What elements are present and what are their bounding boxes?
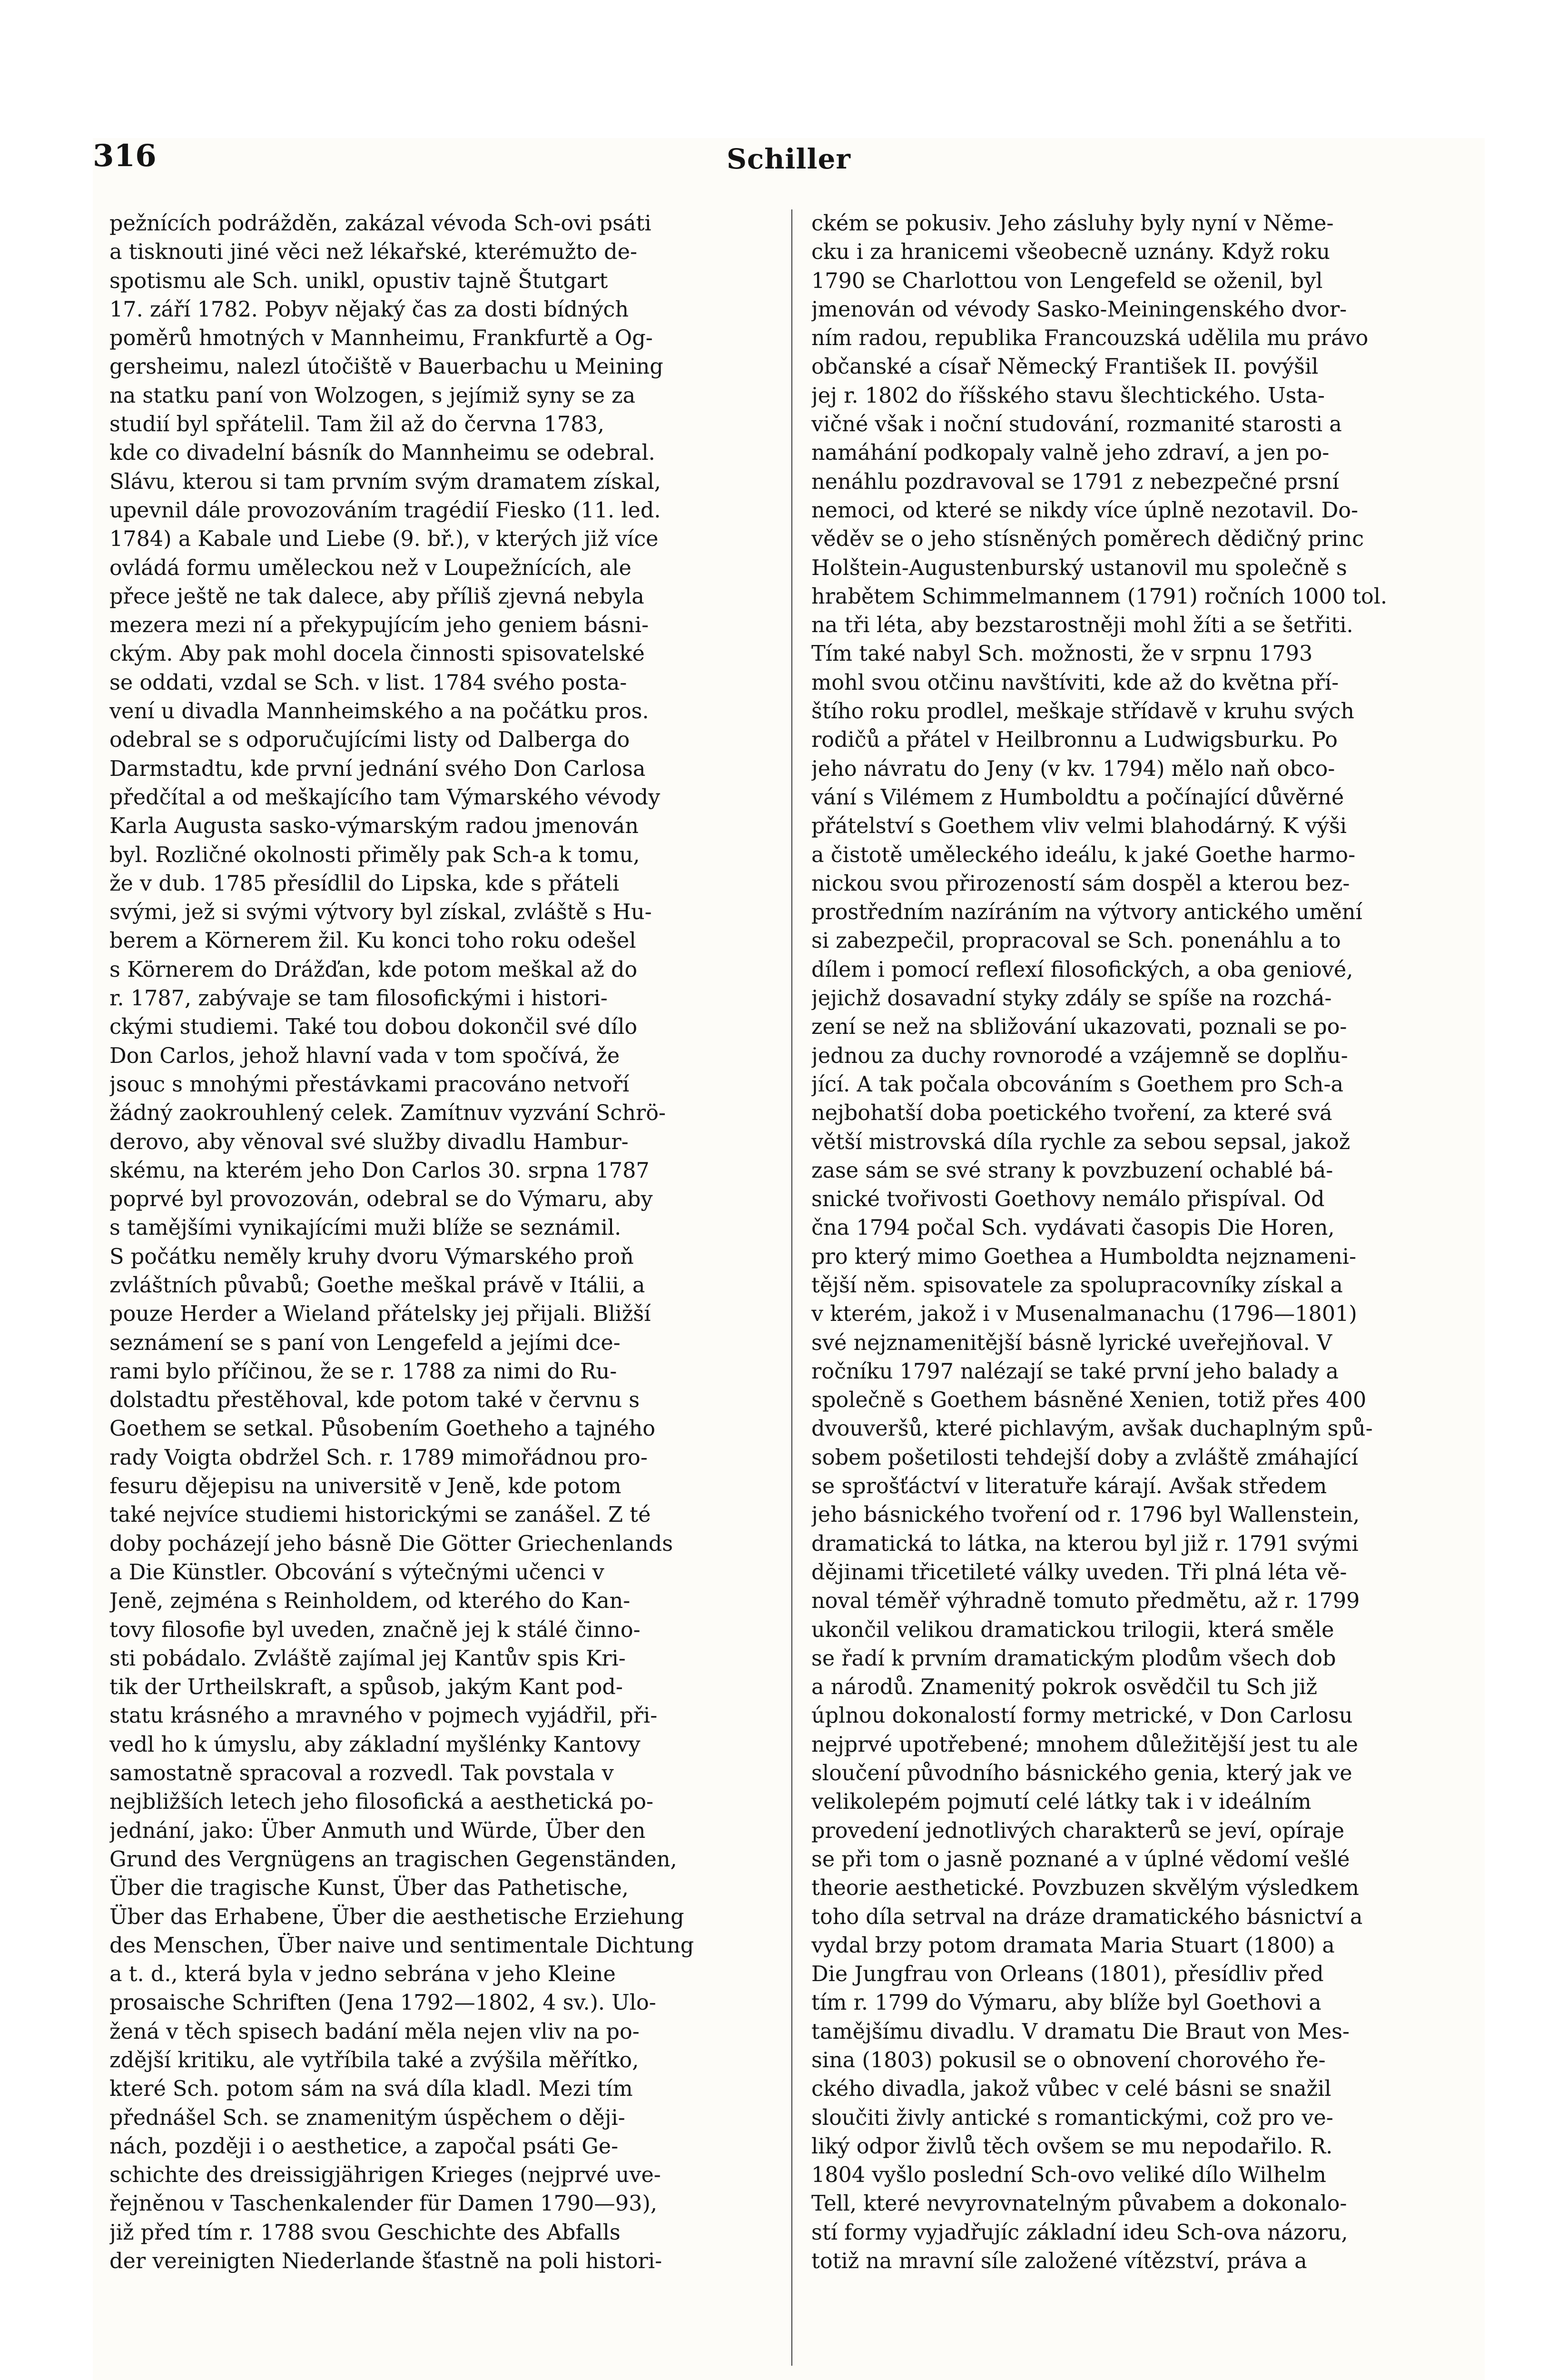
text-line: vičné však i noční studování, rozmanité starosti a	[811, 412, 1342, 437]
text-line: cku i za hranicemi všeobecně uznány. Když roku	[811, 240, 1330, 265]
text-line: rodičů a přátel v Heilbronnu a Ludwigsburku. Po	[811, 728, 1338, 753]
text-line: Slávu, kterou si tam prvním svým dramatem získal,	[109, 469, 661, 494]
text-line: s Körnerem do Drážďan, kde potom meškal až do	[109, 957, 638, 982]
text-line: derovo, aby věnoval své služby divadlu Hambur-	[109, 1130, 629, 1154]
text-line: tější něm. spisovatele za spolupracovníky získal a	[811, 1273, 1343, 1298]
text-line: větší mistrovská díla rychle za sebou sepsal, jakož	[811, 1130, 1351, 1154]
text-line: přednášel Sch. se znamenitým úspěchem o ději-	[109, 2105, 625, 2130]
text-line: snické tvořivosti Goethovy nemálo přispíval. Od	[811, 1187, 1325, 1212]
text-line: jednou za duchy rovnorodé a vzájemně se doplňu-	[811, 1043, 1348, 1068]
text-line: úplnou dokonalostí formy metrické, v Don Carlosu	[811, 1704, 1353, 1728]
text-line: jeho návratu do Jeny (v kv. 1794) mělo naň obco-	[811, 756, 1335, 781]
text-line: v kterém, jakož i v Musenalmanachu (1796—1801)	[811, 1302, 1357, 1327]
text-line: vání s Vilémem z Humboldtu a počínající důvěrné	[811, 785, 1344, 810]
text-line: stí formy vyjadřujíc základní ideu Sch-ova názoru,	[811, 2220, 1348, 2245]
text-line: 17. září 1782. Pobyv nějaký čas za dosti bídných	[109, 297, 629, 322]
page-number: 316	[93, 138, 157, 174]
text-line: zase sám se své strany k povzbuzení ochablé bá-	[811, 1158, 1333, 1183]
text-line: berem a Körnerem žil. Ku konci toho roku odešel	[109, 929, 636, 953]
text-line: upevnil dále provozováním tragédií Fiesko (11. led.	[109, 498, 661, 523]
text-line: dramatická to látka, na kterou byl již r. 1791 svými	[811, 1531, 1359, 1556]
text-line: a čistotě uměleckého ideálu, k jaké Goethe harmo-	[811, 843, 1356, 867]
text-line: provedení jednotlivých charakterů se jeví, opíraje	[811, 1818, 1345, 1843]
text-line: totiž na mravní síle založené vítězství, práva a	[811, 2249, 1307, 2274]
text-line: noval téměř výhradně tomuto předmětu, až r. 1799	[811, 1589, 1360, 1614]
text-line: předčítal a od meškajícího tam Výmarského vévody	[109, 785, 661, 810]
text-line: toho díla setrval na dráze dramatického básnictví a	[811, 1904, 1363, 1929]
text-line: doby pocházejí jeho básně Die Götter Griechenlands	[109, 1531, 673, 1556]
text-line: prosaische Schriften (Jena 1792—1802, 4 sv.). Ulo-	[109, 1991, 656, 2015]
page-header	[93, 138, 1485, 200]
text-line: dílem i pomocí reflexí filosofických, a oba geniové,	[811, 957, 1353, 982]
text-line: si zabezpečil, propracoval se Sch. ponenáhlu a to	[811, 929, 1341, 953]
text-line: Tím také nabyl Sch. možnosti, že v srpnu 1793	[811, 642, 1313, 666]
text-line: také nejvíce studiemi historickými se zanášel. Z té	[109, 1503, 651, 1527]
text-line: vení u divadla Mannheimského a na počátku pros.	[109, 699, 649, 724]
text-line: jsouc s mnohými přestávkami pracováno netvoří	[109, 1072, 630, 1097]
text-line: sti pobádalo. Zvláště zajímal jej Kantův spis Kri-	[109, 1646, 626, 1671]
text-line: nemoci, od které se nikdy více úplně nezotavil. Do-	[811, 498, 1359, 523]
text-line: na statku paní von Wolzogen, s jejímiž syny se za	[109, 383, 636, 408]
text-line: přece ještě ne tak dalece, aby příliš zjevná nebyla	[109, 584, 644, 609]
text-line: seznámení se s paní von Lengefeld a jejími dce-	[109, 1330, 621, 1355]
text-line: mezera mezi ní a překypujícím jeho geniem básni-	[109, 613, 649, 638]
text-line: schichte des dreissigjährigen Krieges (nejprvé uve-	[109, 2163, 661, 2188]
text-line: tovy filosofie byl uveden, značně jej k stálé činno-	[109, 1617, 641, 1642]
text-line: nejbohatší doba poetického tvoření, za které svá	[811, 1101, 1332, 1126]
text-line: ním radou, republika Francouzská udělila mu právo	[811, 326, 1369, 351]
text-line: své nejznamenitější básně lyrické uveřejňoval. V	[811, 1330, 1332, 1355]
text-line: zdější kritiku, ale vytříbila také a zvýšila měřítko,	[109, 2048, 639, 2073]
text-line: společně s Goethem básněné Xenien, totiž přes 400	[811, 1388, 1367, 1413]
text-line: tamějšímu divadlu. V dramatu Die Braut von Mes-	[811, 2019, 1350, 2044]
text-line: skému, na kterém jeho Don Carlos 30. srpna 1787	[109, 1158, 650, 1183]
text-line: jeho básnického tvoření od r. 1796 byl Wallenstein,	[811, 1503, 1360, 1527]
text-line: Grund des Vergnügens an tragischen Gegenständen,	[109, 1847, 677, 1872]
text-line: nickou svou přirozeností sám dospěl a kterou bez-	[811, 871, 1350, 896]
text-line: studií byl spřátelil. Tam žil až do června 1783,	[109, 412, 604, 437]
text-line: sloučení původního básnického genia, který jak ve	[811, 1761, 1352, 1786]
text-line: štího roku prodlel, meškaje střídavě v kruhu svých	[811, 699, 1354, 724]
text-line: Don Carlos, jehož hlavní vada v tom spočívá, že	[109, 1043, 620, 1068]
text-line: svými, jež si svými výtvory byl získal, zvláště s Hu-	[109, 900, 652, 925]
text-line: ckými studiemi. Také tou dobou dokončil své dílo	[109, 1015, 638, 1040]
text-line: zvláštních půvabů; Goethe meškal právě v Itálii, a	[109, 1273, 645, 1298]
text-line: byl. Rozličné okolnosti přiměly pak Sch-a k tomu,	[109, 843, 640, 867]
text-line: namáhání podkopaly valně jeho zdraví, a jen po-	[811, 441, 1330, 466]
text-line: poměrů hmotných v Mannheimu, Frankfurtě a Og-	[109, 326, 653, 351]
text-line: rady Voigta obdržel Sch. r. 1789 mimořádnou pro-	[109, 1445, 648, 1470]
text-line: vydal brzy potom dramata Maria Stuart (1800) a	[811, 1933, 1335, 1958]
text-line: tik der Urtheilskraft, a spůsob, jakým Kant pod-	[109, 1675, 623, 1700]
text-line: 1804 vyšlo poslední Sch-ovo veliké dílo Wilhelm	[811, 2163, 1326, 2188]
right-column	[811, 209, 1480, 2276]
book-page	[93, 138, 1485, 2380]
text-line: a národů. Znamenitý pokrok osvědčil tu Sch již	[811, 1675, 1317, 1700]
text-line: theorie aesthetické. Povzbuzen skvělým výsledkem	[811, 1876, 1359, 1901]
text-line: nejprvé upotřebené; mnohem důležitější jest tu ale	[811, 1732, 1358, 1757]
text-line: čna 1794 počal Sch. vydávati časopis Die Horen,	[811, 1216, 1335, 1240]
text-line: velikolepém pojmutí celé látky tak i v ideálním	[811, 1790, 1311, 1815]
text-line: ovládá formu uměleckou než v Loupežnících, ale	[109, 555, 631, 580]
text-line: se sprošťáctví v literatuře kárají. Avšak středem	[811, 1474, 1327, 1499]
text-line: Holštein-Augustenburský ustanovil mu společně s	[811, 555, 1347, 580]
text-line: Goethem se setkal. Působením Goetheho a tajného	[109, 1417, 656, 1441]
text-line: hrabětem Schimmelmannem (1791) ročních 1000 tol.	[811, 584, 1387, 609]
text-line: a tisknouti jiné věci než lékařské, kterémužto de-	[109, 240, 638, 265]
text-line: des Menschen, Über naive und sentimentale Dichtung	[109, 1933, 694, 1958]
text-line: na tři léta, aby bezstarostněji mohl žíti a se šetřiti.	[811, 613, 1353, 638]
text-line: vedl ho k úmyslu, aby základní myšlénky Kantovy	[109, 1732, 641, 1757]
text-line: občanské a císař Německý František II. povýšil	[811, 355, 1319, 379]
text-line: tím r. 1799 do Výmaru, aby blíže byl Goethovi a	[811, 1991, 1321, 2015]
text-line: ckém se pokusiv. Jeho zásluhy byly nyní v Něme-	[811, 211, 1334, 236]
text-line: 1784) a Kabale und Liebe (9. bř.), v kterých již více	[109, 527, 659, 552]
text-line: r. 1787, zabývaje se tam filosofickými i histori-	[109, 986, 608, 1011]
text-line: prostředním nazíráním na výtvory antického umění	[811, 900, 1362, 925]
text-line: dolstadtu přestěhoval, kde potom také v červnu s	[109, 1388, 640, 1413]
text-line: Darmstadtu, kde první jednání svého Don Carlosa	[109, 756, 646, 781]
running-title: Schiller	[727, 143, 851, 175]
text-line: a t. d., která byla v jedno sebrána v jeho Kleine	[109, 1962, 616, 1987]
text-line: der vereinigten Niederlande šťastně na poli histori-	[109, 2249, 662, 2274]
left-column	[109, 209, 778, 2276]
text-line: nách, později i o aesthetice, a započal psáti Ge-	[109, 2134, 619, 2159]
text-line: sloučiti živly antické s romantickými, což pro ve-	[811, 2105, 1333, 2130]
text-line: spotismu ale Sch. unikl, opustiv tajně Štutgart	[109, 268, 608, 293]
text-line: se při tom o jasně poznané a v úplné vědomí vešlé	[811, 1847, 1350, 1872]
text-line: gersheimu, nalezl útočiště v Bauerbachu u Meining	[109, 355, 663, 379]
text-line: Über die tragische Kunst, Über das Pathetische,	[109, 1876, 629, 1901]
text-line: nejbližších letech jeho filosofická a aesthetická po-	[109, 1790, 654, 1815]
text-line: jící. A tak počala obcováním s Goethem pro Sch-a	[811, 1072, 1344, 1097]
text-line: mohl svou otčinu navštíviti, kde až do května pří-	[811, 670, 1339, 695]
text-line: dějinami třicetileté války uveden. Tři plná léta vě-	[811, 1560, 1347, 1585]
text-line: žená v těch spisech badání měla nejen vliv na po-	[109, 2019, 640, 2044]
text-line: že v dub. 1785 přesídlil do Lipska, kde s přáteli	[109, 871, 620, 896]
text-line: Karla Augusta sasko-výmarským radou jmenován	[109, 814, 639, 839]
text-line: samostatně spracoval a rozvedl. Tak povstala v	[109, 1761, 614, 1786]
text-line: nenáhlu pozdravoval se 1791 z nebezpečné prsní	[811, 469, 1339, 494]
text-line: jednání, jako: Über Anmuth und Würde, Über den	[109, 1818, 646, 1843]
text-line: Tell, které nevyrovnatelným půvabem a dokonalo-	[811, 2192, 1347, 2216]
text-line: sobem pošetilosti tehdejší doby a zvláště zmáhající	[811, 1445, 1359, 1470]
text-line: pouze Herder a Wieland přátelsky jej přijali. Bližší	[109, 1302, 651, 1327]
text-line: s tamějšími vynikajícími muži blíže se seznámil.	[109, 1216, 621, 1240]
text-line: se oddati, vzdal se Sch. v list. 1784 svého posta-	[109, 670, 627, 695]
text-line: ckým. Aby pak mohl docela činnosti spisovatelské	[109, 642, 645, 666]
text-line: liký odpor živlů těch ovšem se mu nepodařilo. R.	[811, 2134, 1333, 2159]
text-line: zení se než na sbližování ukazovati, poznali se po-	[811, 1015, 1347, 1040]
text-line: pro který mimo Goethea a Humboldta nejznameni-	[811, 1244, 1357, 1269]
text-line: ckého divadla, jakož vůbec v celé básni se snažil	[811, 2077, 1331, 2102]
text-line: pežnících podrážděn, zakázal vévoda Sch-ovi psáti	[109, 211, 651, 236]
text-line: věděv se o jeho stísněných poměrech dědičný princ	[811, 527, 1364, 552]
text-line: odebral se s odporučujícími listy od Dalberga do	[109, 728, 630, 753]
text-line: Die Jungfrau von Orleans (1801), přesídliv před	[811, 1962, 1324, 1987]
text-line: rami bylo příčinou, že se r. 1788 za nimi do Ru-	[109, 1359, 617, 1384]
text-line: a Die Künstler. Obcování s výtečnými učenci v	[109, 1560, 604, 1585]
text-line: S počátku neměly kruhy dvoru Výmarského proň	[109, 1244, 634, 1269]
text-line: které Sch. potom sám na svá díla kladl. Mezi tím	[109, 2077, 633, 2102]
text-line: Jeně, zejména s Reinholdem, od kterého do Kan-	[109, 1589, 631, 1614]
text-line: kde co divadelní básník do Mannheimu se odebral.	[109, 441, 655, 466]
text-line: se řadí k prvním dramatickým plodům všech dob	[811, 1646, 1336, 1671]
text-line: řejněnou v Taschenkalender für Damen 1790—93),	[109, 2192, 658, 2216]
text-line: statu krásného a mravného v pojmech vyjádřil, při-	[109, 1704, 658, 1728]
text-line: jej r. 1802 do říšského stavu šlechtického. Usta-	[811, 383, 1325, 408]
text-line: žádný zaokrouhlený celek. Zamítnuv vyzvání Schrö-	[109, 1101, 666, 1126]
text-line: sina (1803) pokusil se o obnovení chorového ře-	[811, 2048, 1326, 2073]
column-divider	[791, 209, 792, 2366]
text-line: fesuru dějepisu na universitě v Jeně, kde potom	[109, 1474, 621, 1499]
text-line: již před tím r. 1788 svou Geschichte des Abfalls	[109, 2220, 621, 2245]
text-line: ročníku 1797 nalézají se také první jeho balady a	[811, 1359, 1339, 1384]
text-line: jmenován od vévody Sasko-Meiningenského dvor-	[811, 297, 1347, 322]
text-line: 1790 se Charlottou von Lengefeld se oženil, byl	[811, 268, 1323, 293]
text-line: Über das Erhabene, Über die aesthetische Erziehung	[109, 1904, 684, 1929]
text-line: jejichž dosavadní styky zdály se spíše na rozchá-	[811, 986, 1332, 1011]
text-line: ukončil velikou dramatickou trilogii, která směle	[811, 1617, 1334, 1642]
text-line: poprvé byl provozován, odebral se do Výmaru, aby	[109, 1187, 653, 1212]
text-line: přátelství s Goethem vliv velmi blahodárný. K výši	[811, 814, 1347, 839]
text-line: dvouveršů, které pichlavým, avšak duchaplným spů-	[811, 1417, 1373, 1441]
